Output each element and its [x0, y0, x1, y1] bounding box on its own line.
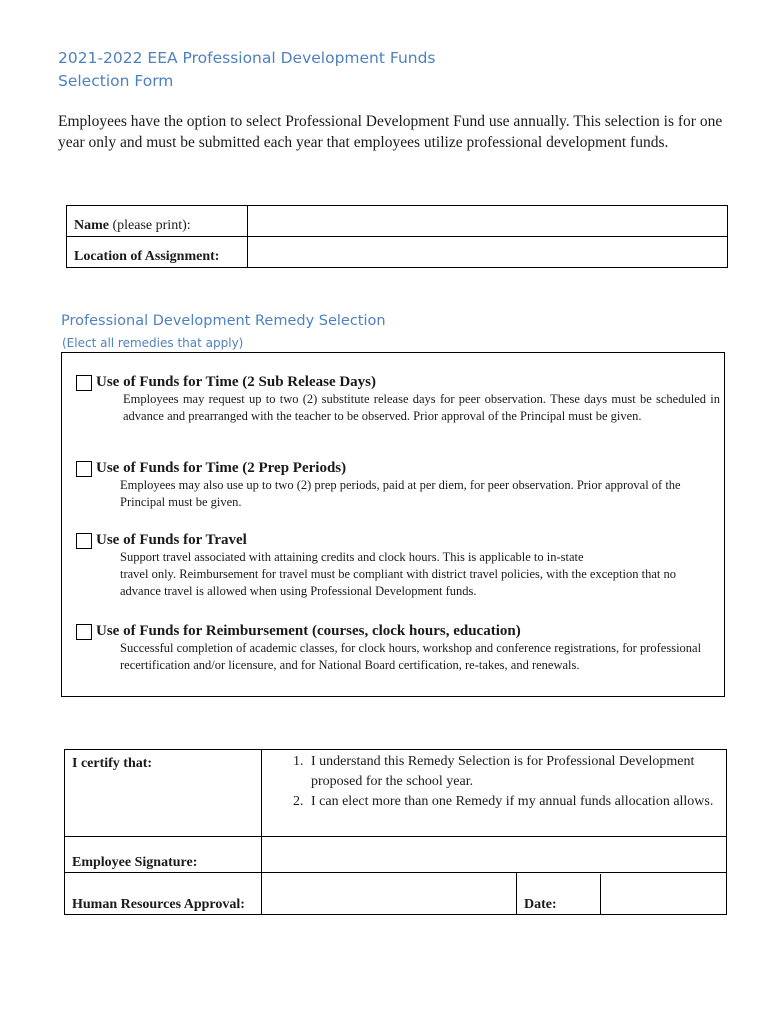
- sub-release-checkbox[interactable]: [76, 375, 92, 391]
- employee-info-table: [66, 205, 728, 268]
- reimbursement-checkbox[interactable]: [76, 624, 92, 640]
- prep-periods-description: Employees may also use up to two (2) prep periods, paid at per diem, for peer observation. Prior approval of the Principal must be given.: [120, 478, 681, 509]
- date-label: Date:: [517, 874, 601, 914]
- remedy-section-subtitle: (Elect all remedies that apply): [62, 336, 244, 350]
- employee-signature-field[interactable]: [262, 837, 727, 873]
- name-hint: (please print):: [109, 218, 191, 233]
- intro-paragraph: Employees have the option to select Professional Development Fund use annually. This selection is for one year only and must be submitted each year that employees utilize professional development funds.: [58, 113, 723, 151]
- travel-description-line-1: Support travel associated with attaining credits and clock hours. This is applicable to in-state: [120, 550, 584, 564]
- remedy-option-travel: [76, 532, 716, 600]
- form-title: [58, 47, 436, 93]
- certify-item-1: 1. I understand this Remedy Selection is for Professional Development proposed for the school year.: [307, 752, 726, 792]
- location-field[interactable]: [248, 237, 728, 268]
- prep-periods-checkbox[interactable]: [76, 461, 92, 477]
- remedy-option-reimbursement: [76, 623, 716, 674]
- travel-description-line-2: travel only. Reimbursement for travel must be compliant with district travel policies, with the exception that no advance travel is allowed when using Professional Development funds.: [120, 567, 676, 598]
- name-label-cell: [67, 206, 248, 237]
- certification-table: [64, 749, 727, 915]
- date-field[interactable]: [601, 874, 726, 914]
- travel-label: Use of Funds for Travel: [96, 532, 247, 548]
- prep-periods-label: Use of Funds for Time (2 Prep Periods): [96, 460, 347, 476]
- location-label-cell: [67, 237, 248, 268]
- certify-item-2: 2. I can elect more than one Remedy if my annual funds allocation allows.: [307, 792, 726, 812]
- certify-statements: [262, 750, 727, 837]
- remedy-section-title: Professional Development Remedy Selection: [61, 313, 386, 329]
- travel-description: [120, 549, 716, 600]
- employee-signature-label: Employee Signature:: [65, 837, 262, 873]
- sub-release-description: Employees may request up to two (2) substitute release days for peer observation. These days must be scheduled in advance and prearranged with the teacher to be observed. Prior approval of the Principal must be given.: [123, 392, 720, 423]
- travel-checkbox[interactable]: [76, 533, 92, 549]
- hr-approval-label: Human Resources Approval:: [65, 873, 262, 915]
- certify-label: I certify that:: [65, 750, 262, 837]
- reimbursement-label: Use of Funds for Reimbursement (courses, clock hours, education): [96, 623, 521, 639]
- name-field[interactable]: [248, 206, 728, 237]
- location-label: Location of Assignment:: [74, 249, 220, 264]
- remedy-option-sub-release: [76, 374, 720, 425]
- certify-list: [269, 752, 726, 812]
- date-cell: [517, 873, 727, 915]
- reimbursement-description: Successful completion of academic classes, for clock hours, workshop and conference registrations, for professional recertification and/or licensure, and for National Board certification, re-takes, and renewals.: [120, 641, 702, 672]
- remedy-options-box: [61, 352, 725, 697]
- form-title-line-1: 2021-2022 EEA Professional Development Funds: [58, 49, 436, 67]
- sub-release-label: Use of Funds for Time (2 Sub Release Days): [96, 374, 377, 390]
- remedy-option-prep-periods: [76, 460, 716, 511]
- name-label: Name: [74, 218, 109, 233]
- form-title-line-2: Selection Form: [58, 72, 174, 90]
- hr-approval-field[interactable]: [262, 873, 517, 915]
